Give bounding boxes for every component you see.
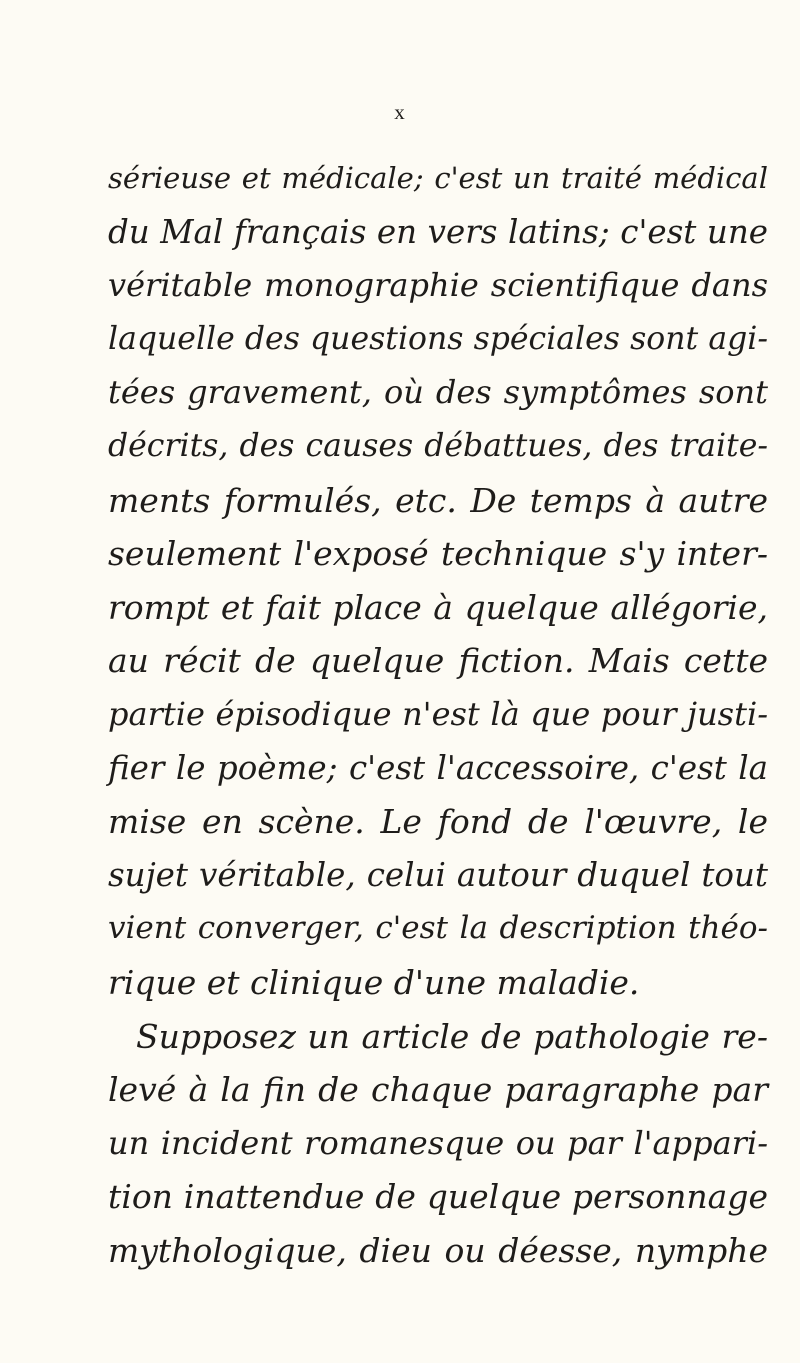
text-line: vient converger, c'est la description théo- [108, 910, 768, 947]
text-line: rompt et fait place à quelque allégorie, [108, 587, 768, 627]
text-line: du Mal français en vers latins; c'est une [108, 212, 768, 251]
paragraph-end-line: rique et clinique d'une maladie. [108, 962, 640, 1002]
text-line: seulement l'exposé technique s'y inter- [108, 534, 768, 574]
text-line: levé à la fin de chaque paragraphe par [108, 1070, 768, 1110]
text-line: laquelle des questions spéciales sont agi- [108, 320, 768, 357]
text-line: un incident romanesque ou par l'appari- [108, 1123, 768, 1162]
text-line: sérieuse et médicale; c'est un traité médical [108, 161, 768, 195]
text-line: véritable monographie scientifique dans [108, 266, 768, 305]
text-line: mise en scène. Le fond de l'œuvre, le [108, 802, 768, 842]
text-line: fier le poème; c'est l'accessoire, c'est la [108, 748, 768, 787]
paragraph-start-line: Supposez un article de pathologie re- [136, 1016, 768, 1056]
text-line: tées gravement, où des symptômes sont [108, 373, 768, 412]
text-line: décrits, des causes débattues, des traite- [108, 427, 768, 464]
text-line: ments formulés, etc. De temps à autre [108, 480, 768, 520]
text-line: sujet véritable, celui autour duquel tout [108, 855, 768, 894]
text-line: partie épisodique n'est là que pour justi- [108, 694, 768, 733]
text-line: tion inattendue de quelque personnage [108, 1177, 768, 1217]
text-line: mythologique, dieu ou déesse, nymphe [108, 1230, 768, 1270]
text-line: au récit de quelque fiction. Mais cette [108, 641, 768, 681]
page-number: x [394, 100, 406, 124]
body-text [108, 152, 768, 1277]
